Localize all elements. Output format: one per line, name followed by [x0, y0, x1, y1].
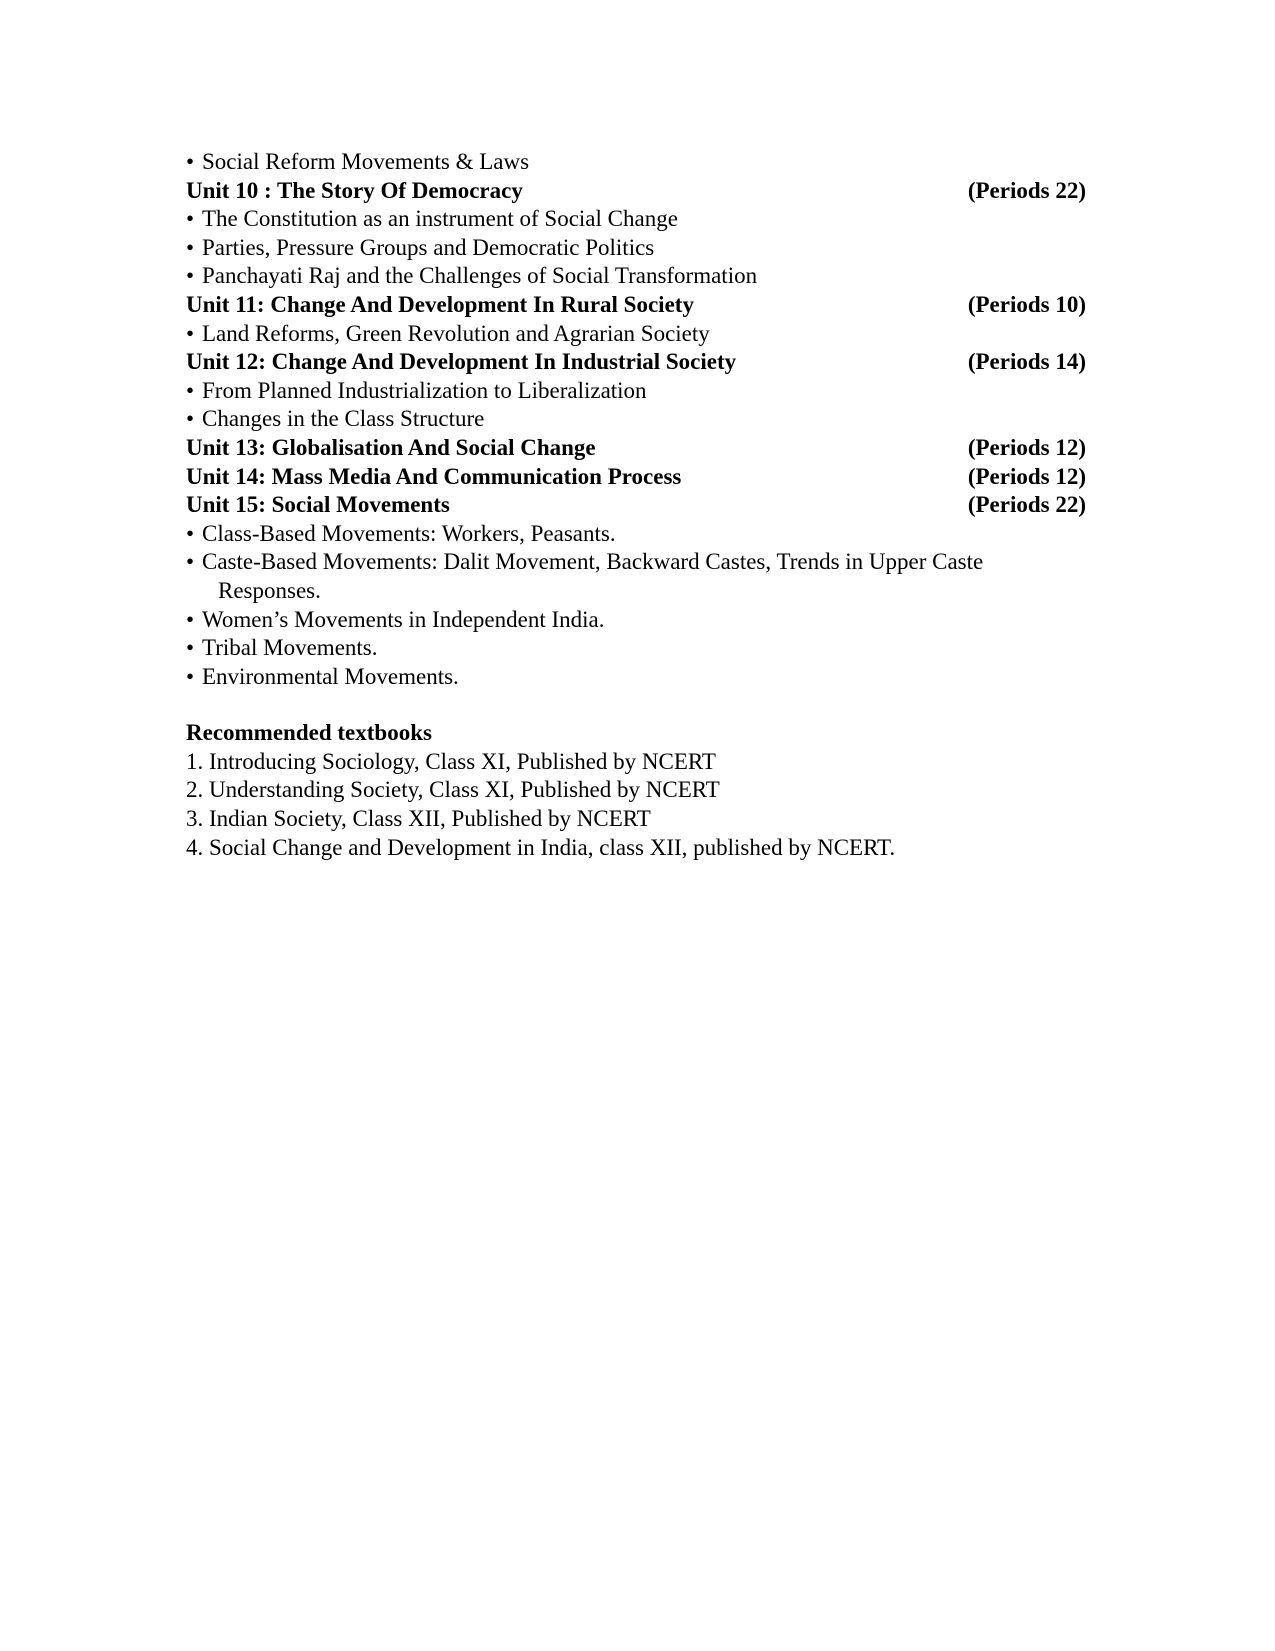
unit-periods: (Periods 10): [967, 291, 1086, 317]
syllabus-page: [186, 148, 1086, 862]
bullet-icon: •: [186, 206, 195, 232]
list-item: • Panchayati Raj and the Challenges of Social Transformation: [186, 262, 1086, 291]
unit-heading-12: [186, 348, 1086, 377]
textbook-item: 4. Social Change and Development in India, class XII, published by NCERT.: [186, 834, 896, 860]
unit-periods: (Periods 22): [967, 492, 1086, 518]
unit-heading-14: [186, 463, 1086, 492]
unit-title: Unit 13: Globalisation And Social Change: [186, 434, 596, 460]
unit-periods: (Periods 12): [967, 434, 1086, 460]
bullet-icon: •: [186, 234, 195, 260]
textbooks-heading: Recommended textbooks: [186, 720, 432, 746]
textbook-item: 2. Understanding Society, Class XI, Published by NCERT: [186, 777, 720, 803]
unit-title: Unit 12: Change And Development In Industrial Society: [186, 349, 737, 375]
bullet-icon: •: [186, 263, 195, 289]
unit-title: Unit 14: Mass Media And Communication Process: [186, 463, 682, 489]
list-item: • Class-Based Movements: Workers, Peasants.: [186, 520, 1086, 549]
list-item: • Social Reform Movements & Laws: [186, 148, 1086, 177]
unit-title: Unit 11: Change And Development In Rural Society: [186, 291, 694, 317]
bullet-icon: •: [186, 520, 195, 546]
list-item: • Women’s Movements in Independent India.: [186, 606, 1086, 635]
bullet-icon: •: [186, 320, 195, 346]
bullet-icon: •: [186, 549, 195, 575]
textbook-item: 3. Indian Society, Class XII, Published by NCERT: [186, 806, 651, 832]
section-spacer: [186, 691, 1086, 719]
list-item: • The Constitution as an instrument of Social Change: [186, 205, 1086, 234]
list-item: • Parties, Pressure Groups and Democratic Politics: [186, 234, 1086, 263]
bullet-icon: •: [186, 377, 195, 403]
list-item: • Environmental Movements.: [186, 663, 1086, 692]
bullet-icon: •: [186, 606, 195, 632]
list-item: • Changes in the Class Structure: [186, 405, 1086, 434]
unit-heading-13: [186, 434, 1086, 463]
list-item-continuation: Responses.: [218, 577, 321, 603]
bullet-icon: •: [186, 406, 195, 432]
unit-title: Unit 10 : The Story Of Democracy: [186, 177, 523, 203]
unit-heading-15: [186, 491, 1086, 520]
unit-heading-10: [186, 177, 1086, 206]
list-item: • From Planned Industrialization to Liberalization: [186, 377, 1086, 406]
textbook-item: 1. Introducing Sociology, Class XI, Published by NCERT: [186, 748, 716, 774]
unit-heading-11: [186, 291, 1086, 320]
bullet-icon: •: [186, 149, 195, 174]
unit-periods: (Periods 14): [967, 349, 1086, 375]
list-item: • Land Reforms, Green Revolution and Agrarian Society: [186, 320, 1086, 349]
bullet-icon: •: [186, 635, 195, 661]
unit-periods: (Periods 12): [967, 463, 1086, 489]
bullet-icon: •: [186, 663, 195, 689]
list-item: • Tribal Movements.: [186, 634, 1086, 663]
unit-title: Unit 15: Social Movements: [186, 492, 450, 518]
list-item: • Caste-Based Movements: Dalit Movement, Backward Castes, Trends in Upper Caste: [186, 548, 1086, 577]
unit-periods: (Periods 22): [967, 177, 1086, 203]
